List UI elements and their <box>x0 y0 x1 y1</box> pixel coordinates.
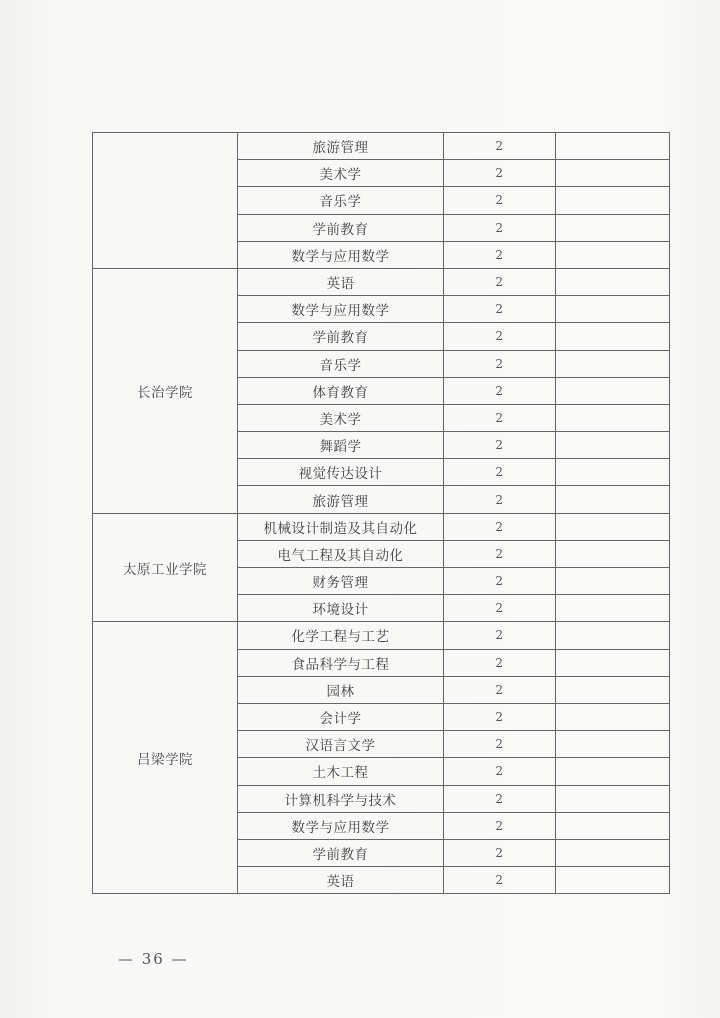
school-cell: 吕梁学院 <box>93 622 238 894</box>
quota-cell: 2 <box>444 377 556 404</box>
quota-cell: 2 <box>444 486 556 513</box>
school-cell: 太原工业学院 <box>93 513 238 622</box>
remarks-cell <box>556 649 670 676</box>
major-cell: 会计学 <box>238 703 444 730</box>
remarks-cell <box>556 160 670 187</box>
quota-cell: 2 <box>444 568 556 595</box>
quota-cell: 2 <box>444 622 556 649</box>
quota-cell: 2 <box>444 758 556 785</box>
table-row <box>93 622 670 649</box>
page-number: — 36 — <box>118 950 189 968</box>
remarks-cell <box>556 785 670 812</box>
remarks-cell <box>556 432 670 459</box>
remarks-cell <box>556 268 670 295</box>
quota-cell: 2 <box>444 839 556 866</box>
remarks-cell <box>556 459 670 486</box>
remarks-cell <box>556 540 670 567</box>
quota-cell: 2 <box>444 350 556 377</box>
quota-cell: 2 <box>444 540 556 567</box>
major-cell: 学前教育 <box>238 839 444 866</box>
major-cell: 财务管理 <box>238 568 444 595</box>
quota-cell: 2 <box>444 404 556 431</box>
major-cell: 体育教育 <box>238 377 444 404</box>
major-cell: 化学工程与工艺 <box>238 622 444 649</box>
major-cell: 机械设计制造及其自动化 <box>238 513 444 540</box>
table-row <box>93 268 670 295</box>
quota-cell: 2 <box>444 731 556 758</box>
major-cell: 电气工程及其自动化 <box>238 540 444 567</box>
major-cell: 视觉传达设计 <box>238 459 444 486</box>
remarks-cell <box>556 187 670 214</box>
remarks-cell <box>556 867 670 894</box>
major-cell: 数学与应用数学 <box>238 241 444 268</box>
remarks-cell <box>556 214 670 241</box>
remarks-cell <box>556 731 670 758</box>
major-cell: 学前教育 <box>238 214 444 241</box>
quota-cell: 2 <box>444 268 556 295</box>
quota-cell: 2 <box>444 676 556 703</box>
remarks-cell <box>556 241 670 268</box>
major-cell: 汉语言文学 <box>238 731 444 758</box>
quota-cell: 2 <box>444 867 556 894</box>
quota-cell: 2 <box>444 595 556 622</box>
admissions-quota-table <box>92 132 670 894</box>
major-cell: 美术学 <box>238 404 444 431</box>
major-cell: 园林 <box>238 676 444 703</box>
major-cell: 舞蹈学 <box>238 432 444 459</box>
quota-cell: 2 <box>444 649 556 676</box>
quota-cell: 2 <box>444 296 556 323</box>
major-cell: 食品科学与工程 <box>238 649 444 676</box>
remarks-cell <box>556 703 670 730</box>
quota-cell: 2 <box>444 187 556 214</box>
major-cell: 旅游管理 <box>238 133 444 160</box>
remarks-cell <box>556 350 670 377</box>
major-cell: 英语 <box>238 867 444 894</box>
table-row <box>93 133 670 160</box>
quota-cell: 2 <box>444 432 556 459</box>
major-cell: 计算机科学与技术 <box>238 785 444 812</box>
major-cell: 数学与应用数学 <box>238 296 444 323</box>
quota-cell: 2 <box>444 812 556 839</box>
school-cell: 长治学院 <box>93 268 238 513</box>
major-cell: 学前教育 <box>238 323 444 350</box>
quota-cell: 2 <box>444 785 556 812</box>
remarks-cell <box>556 595 670 622</box>
quota-cell: 2 <box>444 214 556 241</box>
remarks-cell <box>556 568 670 595</box>
quota-cell: 2 <box>444 703 556 730</box>
major-cell: 音乐学 <box>238 350 444 377</box>
major-cell: 环境设计 <box>238 595 444 622</box>
remarks-cell <box>556 486 670 513</box>
remarks-cell <box>556 513 670 540</box>
major-cell: 音乐学 <box>238 187 444 214</box>
remarks-cell <box>556 812 670 839</box>
quota-cell: 2 <box>444 459 556 486</box>
quota-cell: 2 <box>444 133 556 160</box>
remarks-cell <box>556 133 670 160</box>
remarks-cell <box>556 323 670 350</box>
major-cell: 旅游管理 <box>238 486 444 513</box>
major-cell: 土木工程 <box>238 758 444 785</box>
remarks-cell <box>556 758 670 785</box>
quota-cell: 2 <box>444 323 556 350</box>
quota-cell: 2 <box>444 160 556 187</box>
remarks-cell <box>556 377 670 404</box>
school-cell <box>93 133 238 269</box>
major-cell: 英语 <box>238 268 444 295</box>
quota-cell: 2 <box>444 513 556 540</box>
table-row <box>93 513 670 540</box>
remarks-cell <box>556 676 670 703</box>
major-cell: 数学与应用数学 <box>238 812 444 839</box>
remarks-cell <box>556 404 670 431</box>
remarks-cell <box>556 839 670 866</box>
remarks-cell <box>556 296 670 323</box>
major-cell: 美术学 <box>238 160 444 187</box>
quota-cell: 2 <box>444 241 556 268</box>
remarks-cell <box>556 622 670 649</box>
